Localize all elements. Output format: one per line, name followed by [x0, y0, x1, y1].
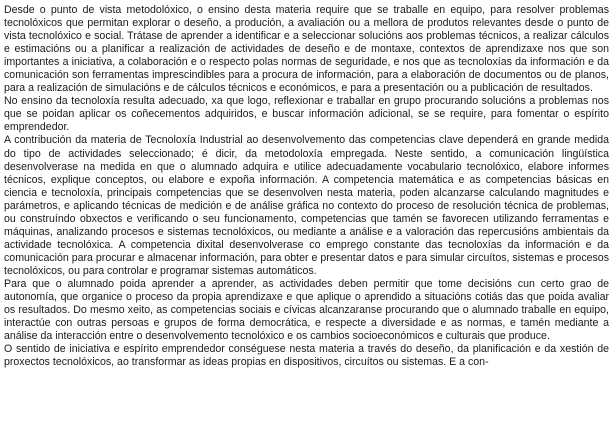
- paragraph-key-competences: A contribución da materia de Tecnoloxía Industrial ao desenvolvemento das competencias clave dependerá en grande medida do tipo de actividades seleccionado; é dicir, da metodoloxía empregada. Neste sentido, a comunicación lingüística desenvolverase na medida en que o alumnado adquira e utilice adecuadamente vocabulario tecnolóxico, elabore informes técnicos, explique conceptos, ou elabore e expoña información. A competencia matemática e as competencias básicas en ciencia e tecnoloxía, principais competencias que se desenvolven nesta materia, poden alcanzarse calculando magnitudes e parámetros, e aplicando técnicas de medición e de análise gráfica no contexto do proceso de resolución técnica de problemas, ou construíndo obxectos e verificando o seu funcionamento, competencias que tamén se favorecen utilizando ferramentas e máquinas, analizando procesos e sistemas tecnolóxicos, ou mediante a análise e a valoración das repercusións ambientais da actividade tecnolóxica. A competencia dixital desenvolverase co emprego constante das tecnoloxías da información e da comunicación para procurar e almacenar información, para obter e presentar datos e para simular circuítos, sistemas e procesos tecnolóxicos, ou para controlar e programar sistemas automáticos.: [4, 134, 609, 277]
- paragraph-initiative: O sentido de iniciativa e espírito emprendedor conséguese nesta materia a través do deseño, da planificación e da xestión de proxectos tecnolóxicos, ao transformar as ideas propias en dispositivos, circuítos ou sistemas. E a con-: [4, 343, 609, 369]
- document-body: [4, 4, 609, 369]
- paragraph-teaching: No ensino da tecnoloxía resulta adecuado, xa que logo, reflexionar e traballar en grupo procurando solucións a problemas nos que se poidan aplicar os coñecementos adquiridos, e buscar información adicional, se se require, para fomentar o espírito emprendedor.: [4, 95, 609, 134]
- paragraph-methodology: Desde o punto de vista metodolóxico, o ensino desta materia require que se traballe en equipo, para resolver problemas tecnolóxicos que permitan explorar o deseño, a produción, a avaliación ou a mellora de produtos relevantes desde o punto de vista tecnolóxico e social. Trátase de aprender a identificar e a seleccionar solucións aos problemas técnicos, a realizar cálculos e estimacións ou a planificar a realización de actividades de deseño e de montaxe, contextos de aprendizaxe nos que son importantes a iniciativa, a colaboración e o respecto polas normas de seguridade, e nos que as tecnoloxías da información e da comunicación son ferramentas imprescindibles para a procura de información, para a elaboración de documentos ou de planos, para a realización de simulacións e de cálculos técnicos e económicos, e para a presentación ou a publicación de resultados.: [4, 4, 609, 95]
- paragraph-learning-to-learn: Para que o alumnado poida aprender a aprender, as actividades deben permitir que tome decisións cun certo grao de autonomía, que organice o proceso da propia aprendizaxe e que aplique o aprendido a situacións cotiás das que poida avaliar os resultados. Do mesmo xeito, as competencias sociais e cívicas alcanzaranse procurando que o alumnado traballe en equipo, interactúe con outras persoas e grupos de forma democrática, e respecte a diversidade e as normas, e tamén mediante a análise da interacción entre o desenvolvemento tecnolóxico e os cambios socioeconómicos e culturais que produce.: [4, 277, 609, 343]
